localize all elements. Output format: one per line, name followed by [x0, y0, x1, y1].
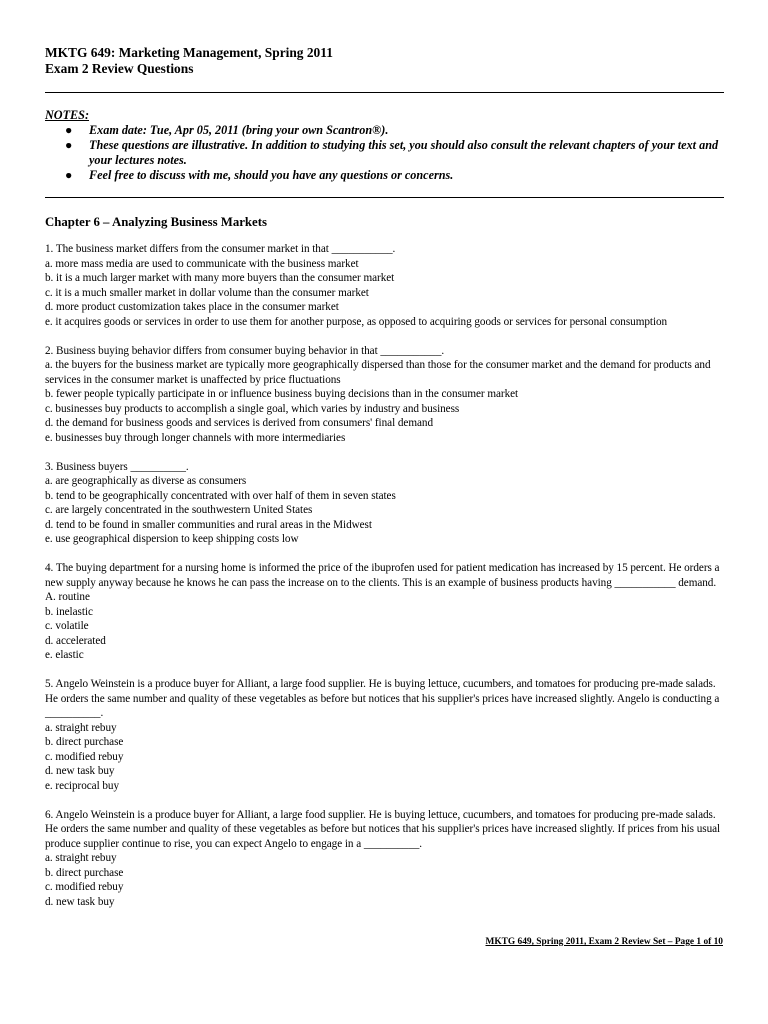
answer-option: a. are geographically as diverse as consumers — [45, 475, 247, 488]
question-stem: 3. Business buyers __________. — [45, 460, 189, 473]
answer-option: c. modified rebuy — [45, 750, 124, 763]
answer-option: a. the buyers for the business market are typically more geographically dispersed than those for the consumer market and the demand for products and services in the consumer market is unaffected by price fluctuations — [45, 359, 711, 386]
answer-option: c. volatile — [45, 620, 89, 633]
answer-option: d. new task buy — [45, 765, 115, 778]
answer-option: b. direct purchase — [45, 736, 124, 749]
answer-option: d. tend to be found in smaller communities and rural areas in the Midwest — [45, 518, 372, 531]
course-title: MKTG 649: Marketing Management, Spring 2011 — [45, 45, 333, 60]
question-stem: 6. Angelo Weinstein is a produce buyer for Alliant, a large food supplier. He is buying lettuce, cucumbers, and tomatoes for producing pre-made salads. He orders the same number and quality of these vegetables as before but notices that his supplier's prices have increased slightly. If prices from his usual produce supplier continue to rise, you can expect Angelo to engage in a __________. — [45, 808, 721, 850]
question-3 — [45, 460, 724, 547]
notes-divider — [45, 197, 724, 198]
question-stem: 5. Angelo Weinstein is a produce buyer for Alliant, a large food supplier. He is buying lettuce, cucumbers, and tomatoes for producing pre-made salads. He orders the same number and quality of these vegetables as before but notices that his supplier's prices have increased slightly. Angelo is conducting a __________. — [45, 678, 720, 720]
answer-option: b. it is a much larger market with many more buyers than the consumer market — [45, 272, 395, 284]
chapter-title: Chapter 6 – Analyzing Business Markets — [45, 215, 267, 229]
notes-title: NOTES: — [45, 108, 90, 122]
question-4 — [45, 561, 724, 663]
question-2 — [45, 344, 724, 446]
answer-option: b. direct purchase — [45, 866, 124, 879]
document-header — [45, 45, 333, 77]
answer-option: b. inelastic — [45, 605, 93, 618]
bullet-icon: ● — [65, 168, 73, 182]
answer-option: d. more product customization takes place in the consumer market — [45, 301, 339, 313]
answer-option: a. straight rebuy — [45, 852, 117, 865]
answer-option: e. elastic — [45, 649, 84, 662]
note-item: ● These questions are illustrative. In addition to studying this set, you should also consult the relevant chapters of your text and your lectures notes. — [65, 138, 719, 167]
answer-option: c. businesses buy products to accomplish a single goal, which varies by industry and business — [45, 402, 460, 415]
answer-option: c. are largely concentrated in the southwestern United States — [45, 504, 313, 517]
answer-option: b. tend to be geographically concentrated with over half of them in seven states — [45, 489, 396, 502]
answer-option: e. businesses buy through longer channels with more intermediaries — [45, 431, 346, 444]
answer-option: c. modified rebuy — [45, 881, 124, 894]
answer-option: e. use geographical dispersion to keep shipping costs low — [45, 533, 299, 546]
question-6 — [45, 808, 724, 910]
answer-option: d. the demand for business goods and services is derived from consumers' final demand — [45, 417, 433, 430]
header-divider — [45, 92, 724, 93]
answer-option: A. routine — [45, 591, 90, 604]
question-stem: 1. The business market differs from the consumer market in that ___________. — [45, 243, 396, 255]
question-stem: 4. The buying department for a nursing home is informed the price of the ibuprofen used for patient medication has increased by 15 percent. He orders a new supply anyway because he knows he can pass the increase on to the clients. This is an example of business products having ___________ demand. — [45, 562, 720, 589]
answer-option: d. new task buy — [45, 895, 115, 908]
question-list — [45, 242, 724, 924]
question-5 — [45, 677, 724, 793]
question-stem: 2. Business buying behavior differs from consumer buying behavior in that ___________. — [45, 344, 445, 357]
page-footer: MKTG 649, Spring 2011, Exam 2 Review Set – Page 1 of 10 — [485, 937, 723, 947]
notes-section — [45, 108, 724, 183]
answer-option: e. reciprocal buy — [45, 779, 120, 792]
document-subtitle: Exam 2 Review Questions — [45, 61, 194, 76]
answer-option: d. accelerated — [45, 634, 106, 647]
note-item: ● Exam date: Tue, Apr 05, 2011 (bring your own Scantron®). — [65, 123, 389, 137]
answer-option: a. straight rebuy — [45, 721, 117, 734]
answer-option: c. it is a much smaller market in dollar volume than the consumer market — [45, 286, 369, 299]
answer-option: b. fewer people typically participate in or influence business buying decisions than in the consumer market — [45, 388, 519, 401]
answer-option: a. more mass media are used to communicate with the business market — [45, 257, 359, 270]
answer-option: e. it acquires goods or services in order to use them for another purpose, as opposed to acquiring goods or services for personal consumption — [45, 315, 668, 328]
note-item: ● Feel free to discuss with me, should you have any questions or concerns. — [65, 168, 454, 182]
question-1 — [45, 242, 724, 329]
bullet-icon: ● — [65, 138, 73, 152]
bullet-icon: ● — [65, 123, 73, 137]
